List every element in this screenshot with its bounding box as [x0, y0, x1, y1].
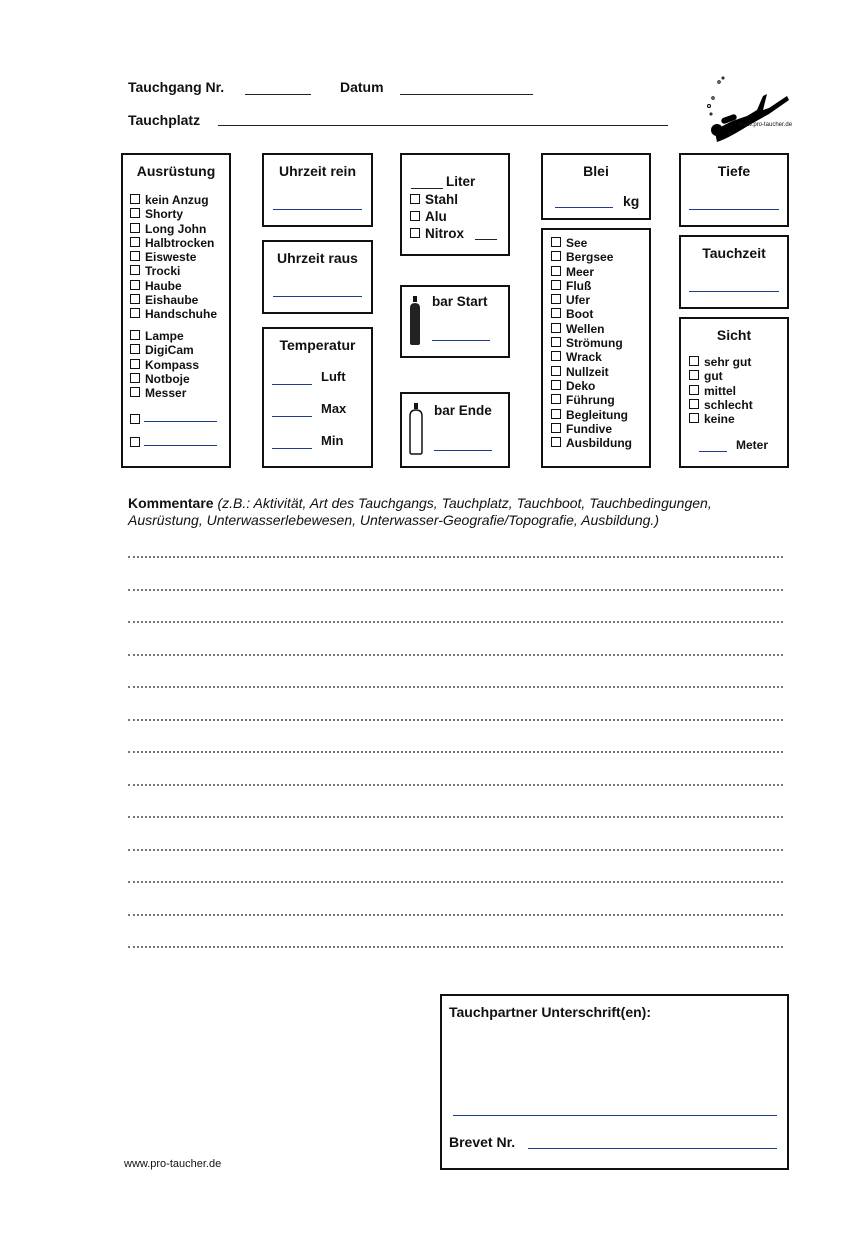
- time-out-title: Uhrzeit raus: [277, 250, 358, 266]
- air-temp-label: Luft: [321, 369, 346, 384]
- checkbox-item[interactable]: mittel: [689, 384, 753, 398]
- comment-line[interactable]: [128, 751, 783, 753]
- depth-field[interactable]: [689, 209, 779, 210]
- equipment-list-1: [130, 193, 217, 322]
- checkbox-item[interactable]: Haube: [130, 279, 217, 293]
- depth-title: Tiefe: [717, 163, 751, 179]
- max-temp-field[interactable]: [272, 416, 312, 417]
- nitrox-field[interactable]: [475, 239, 497, 240]
- logo-url: www.pro-taucher.de: [739, 122, 793, 128]
- equipment-title: Ausrüstung: [136, 163, 216, 179]
- bar-end-field[interactable]: [434, 450, 492, 451]
- comment-line[interactable]: [128, 914, 783, 916]
- bar-end-box: [400, 392, 510, 468]
- site-label: Tauchplatz: [128, 112, 201, 128]
- custom-checkbox-2[interactable]: [130, 434, 145, 452]
- checkbox-item[interactable]: Ufer: [551, 293, 632, 307]
- bar-start-field[interactable]: [432, 340, 490, 341]
- liter-field[interactable]: [411, 188, 443, 189]
- checkbox-item[interactable]: Wrack: [551, 350, 632, 364]
- liter-label: Liter: [446, 174, 476, 189]
- checkbox-item[interactable]: Nitrox: [410, 225, 464, 242]
- weight-field[interactable]: [555, 207, 613, 208]
- checkbox-item[interactable]: See: [551, 236, 632, 250]
- comment-line[interactable]: [128, 816, 783, 818]
- dive-type-list: [551, 236, 632, 450]
- checkbox-item[interactable]: Fundive: [551, 422, 632, 436]
- min-temp-field[interactable]: [272, 448, 312, 449]
- comment-line[interactable]: [128, 881, 783, 883]
- temperature-box: [262, 327, 373, 468]
- comments-heading: [128, 495, 788, 529]
- brevet-label: Brevet Nr.: [449, 1134, 516, 1150]
- comments-label: Kommentare: [128, 495, 214, 511]
- dive-number-label: Tauchgang Nr.: [128, 79, 225, 95]
- visibility-unit: Meter: [736, 438, 769, 452]
- dive-time-box: [679, 235, 789, 309]
- comment-line[interactable]: [128, 654, 783, 656]
- diver-logo: [703, 72, 795, 152]
- date-field[interactable]: [400, 94, 533, 95]
- equipment-box: [121, 153, 231, 468]
- dive-type-box: [541, 228, 651, 468]
- checkbox-item[interactable]: Begleitung: [551, 408, 632, 422]
- site-field[interactable]: [218, 125, 668, 126]
- checkbox-item[interactable]: schlecht: [689, 398, 753, 412]
- dive-time-field[interactable]: [689, 291, 779, 292]
- visibility-title: Sicht: [716, 327, 752, 343]
- comment-line[interactable]: [128, 719, 783, 721]
- tank-full-icon: [408, 296, 422, 346]
- comment-line[interactable]: [128, 849, 783, 851]
- time-out-field[interactable]: [273, 296, 362, 297]
- comment-line[interactable]: [128, 784, 783, 786]
- dive-time-title: Tauchzeit: [702, 245, 766, 261]
- custom-field-2[interactable]: [144, 445, 217, 446]
- custom-field-1[interactable]: [144, 421, 217, 422]
- comments-hint-1: (z.B.: Aktivität, Art des Tauchgangs, Tauchplatz, Tauchboot, Tauchbedingungen,: [217, 495, 712, 511]
- tank-empty-icon: [408, 403, 424, 455]
- date-label: Datum: [340, 79, 384, 95]
- checkbox-item[interactable]: Boot: [551, 307, 632, 321]
- checkbox-item[interactable]: Lampe: [130, 329, 199, 343]
- checkbox-item[interactable]: Notboje: [130, 372, 199, 386]
- weight-unit: kg: [623, 193, 640, 209]
- checkbox-item[interactable]: Meer: [551, 265, 632, 279]
- max-temp-label: Max: [321, 401, 347, 416]
- checkbox-item[interactable]: Deko: [551, 379, 632, 393]
- checkbox-item[interactable]: Bergsee: [551, 250, 632, 264]
- comment-line[interactable]: [128, 946, 783, 948]
- checkbox-item[interactable]: Kompass: [130, 358, 199, 372]
- checkbox-item[interactable]: Messer: [130, 386, 199, 400]
- checkbox-item[interactable]: Trocki: [130, 264, 217, 278]
- signature-field[interactable]: [453, 1115, 777, 1116]
- visibility-box: [679, 317, 789, 468]
- signature-box: [440, 994, 789, 1170]
- visibility-meter-field[interactable]: [699, 451, 727, 452]
- checkbox-item[interactable]: DigiCam: [130, 343, 199, 357]
- dive-number-field[interactable]: [245, 94, 311, 95]
- time-out-box: [262, 240, 373, 314]
- checkbox-item[interactable]: Shorty: [130, 207, 217, 221]
- checkbox-item[interactable]: gut: [689, 369, 753, 383]
- depth-box: [679, 153, 789, 227]
- air-temp-field[interactable]: [272, 384, 312, 385]
- diver-icon: [703, 72, 795, 152]
- custom-checkbox-1[interactable]: [130, 411, 145, 429]
- checkbox-item[interactable]: Nullzeit: [551, 365, 632, 379]
- checkbox-item[interactable]: Long John: [130, 222, 217, 236]
- checkbox-item[interactable]: Wellen: [551, 322, 632, 336]
- weight-title: Blei: [583, 163, 609, 179]
- time-in-field[interactable]: [273, 209, 362, 210]
- comments-hint-2: Ausrüstung, Unterwasserlebewesen, Unterwasser-Geografie/Topografie, Ausbildung.): [128, 512, 659, 528]
- equipment-list-2: [130, 329, 199, 400]
- bar-end-label: bar Ende: [434, 403, 492, 418]
- checkbox-item[interactable]: kein Anzug: [130, 193, 217, 207]
- checkbox-item[interactable]: Eishaube: [130, 293, 217, 307]
- min-temp-label: Min: [321, 433, 344, 448]
- temperature-title: Temperatur: [279, 337, 356, 353]
- bar-start-label: bar Start: [432, 294, 488, 309]
- checkbox-item[interactable]: Alu: [410, 208, 464, 225]
- footer-url: www.pro-taucher.de: [124, 1158, 222, 1170]
- checkbox-item[interactable]: keine: [689, 412, 753, 426]
- checkbox-item[interactable]: Ausbildung: [551, 436, 632, 450]
- checkbox-item[interactable]: Halbtrocken: [130, 236, 217, 250]
- comment-line[interactable]: [128, 589, 783, 591]
- checkbox-item[interactable]: Stahl: [410, 191, 464, 208]
- comment-line[interactable]: [128, 686, 783, 688]
- tank-options: [410, 191, 464, 242]
- checkbox-item[interactable]: Strömung: [551, 336, 632, 350]
- comment-line[interactable]: [128, 621, 783, 623]
- signature-title: Tauchpartner Unterschrift(en):: [449, 1004, 651, 1020]
- comment-line[interactable]: [128, 556, 783, 558]
- checkbox-item[interactable]: Führung: [551, 393, 632, 407]
- brevet-field[interactable]: [528, 1148, 777, 1149]
- time-in-box: [262, 153, 373, 227]
- checkbox-item[interactable]: Handschuhe: [130, 307, 217, 321]
- time-in-title: Uhrzeit rein: [278, 163, 356, 179]
- checkbox-item[interactable]: Fluß: [551, 279, 632, 293]
- tank-box: [400, 153, 510, 256]
- bar-start-box: [400, 285, 510, 358]
- weight-box: [541, 153, 651, 220]
- visibility-options: [689, 355, 753, 426]
- checkbox-item[interactable]: sehr gut: [689, 355, 753, 369]
- checkbox-item[interactable]: Eisweste: [130, 250, 217, 264]
